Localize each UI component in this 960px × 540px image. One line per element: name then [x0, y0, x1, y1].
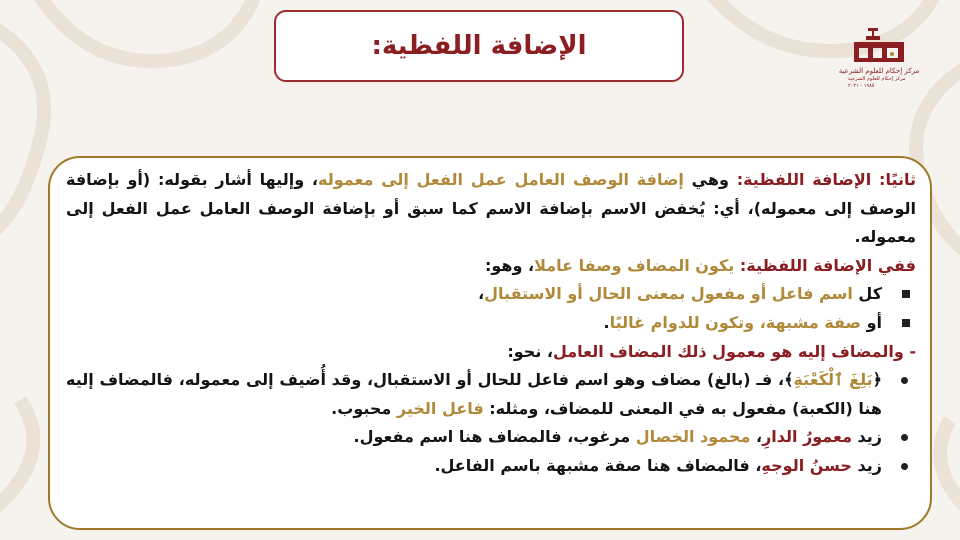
- intro-text-1: وهي: [683, 170, 737, 189]
- item-text: .: [603, 312, 610, 332]
- example-text: محبوب.: [331, 398, 397, 418]
- intro-definition: إضافة الوصف العامل عمل الفعل إلى معموله: [318, 170, 684, 189]
- example-text: ،: [750, 427, 763, 447]
- round-bullet-icon: [901, 434, 908, 441]
- mudaf-ilayh-line: [66, 338, 916, 367]
- lafdhiya-text: ، وهو:: [484, 255, 535, 275]
- round-bullet-icon: [901, 463, 908, 470]
- lafdhiya-line: [66, 252, 916, 281]
- item-text: أو: [861, 312, 882, 332]
- example-highlight: بَلِغَ ٱلْكَعْبَةِ: [793, 370, 873, 390]
- item-highlight: صفة مشبهة، وتكون للدوام غالبًا: [609, 312, 861, 332]
- item-text: كل: [852, 284, 882, 304]
- item-text: ،: [478, 284, 485, 304]
- content-body: [66, 166, 916, 481]
- examples-list: [66, 366, 916, 480]
- list-item: [66, 280, 916, 309]
- square-bullet-icon: [902, 290, 910, 298]
- intro-text-2: ، وإليها أشار بقوله: (أو بإضافة الوصف إلى معموله)، أي: يُخفض الاسم بإضافة الاسم كما سبق أو بإضافة الوصف العامل عمل الفعل إلى معموله.: [66, 170, 916, 247]
- list-item: [66, 309, 916, 338]
- intro-paragraph: [66, 166, 916, 252]
- example-text: ﴾، فـ (بالغ) مضاف وهو اسم فاعل للحال أو الاستقبال، وقد أُضيف إلى معموله، فالمضاف إليه هنا (الكعبة) مفعول به في المعنى للمضاف، ومثله:: [66, 370, 882, 418]
- round-bullet-icon: [901, 377, 908, 384]
- example-text: زيد: [851, 427, 882, 447]
- example-highlight: فاعل الخير: [396, 398, 484, 418]
- ihkam-logo-icon: [848, 28, 910, 66]
- mudaf-ilayh-lead: والمضاف إليه هو معمول ذلك المضاف العامل: [552, 341, 904, 361]
- example-item: [66, 423, 916, 452]
- slide-title-box: [274, 10, 684, 82]
- intro-lead: ثانيًا: الإضافة اللفظية:: [736, 170, 917, 189]
- items-list: [66, 280, 916, 337]
- example-text: ﴿: [872, 370, 882, 390]
- example-highlight: حسنُ الوجهِ: [761, 455, 852, 475]
- example-item: [66, 452, 916, 481]
- mudaf-ilayh-text: ، نحو:: [507, 341, 553, 361]
- slide-title: الإضافة اللفظية:: [371, 31, 587, 61]
- example-text: مرغوب، فالمضاف هنا اسم مفعول.: [353, 427, 636, 447]
- logo-subtitle: مركز إحكام للعلوم الشرعية: [838, 67, 920, 75]
- logo: [838, 28, 920, 90]
- example-text: ، فالمضاف هنا صفة مشبهة باسم الفاعل.: [434, 455, 762, 475]
- example-highlight: محمود الخصال: [635, 427, 751, 447]
- mudaf-dash: -: [903, 341, 916, 361]
- item-highlight: اسم فاعل أو مفعول بمعنى الحال أو الاستقبال: [484, 284, 853, 304]
- example-item: [66, 366, 916, 423]
- lafdhiya-lead: ففي الإضافة اللفظية:: [739, 255, 916, 275]
- logo-tagline: مركز إحكام للعلوم الشرعية ١٩٨٥ - ٢٠٢١: [848, 76, 906, 89]
- example-text: زيد: [851, 455, 882, 475]
- content-box: [48, 156, 932, 530]
- example-highlight: معمورُ الدارِ: [762, 427, 852, 447]
- square-bullet-icon: [902, 319, 910, 327]
- lafdhiya-condition: يكون المضاف وصفا عاملا: [534, 255, 740, 275]
